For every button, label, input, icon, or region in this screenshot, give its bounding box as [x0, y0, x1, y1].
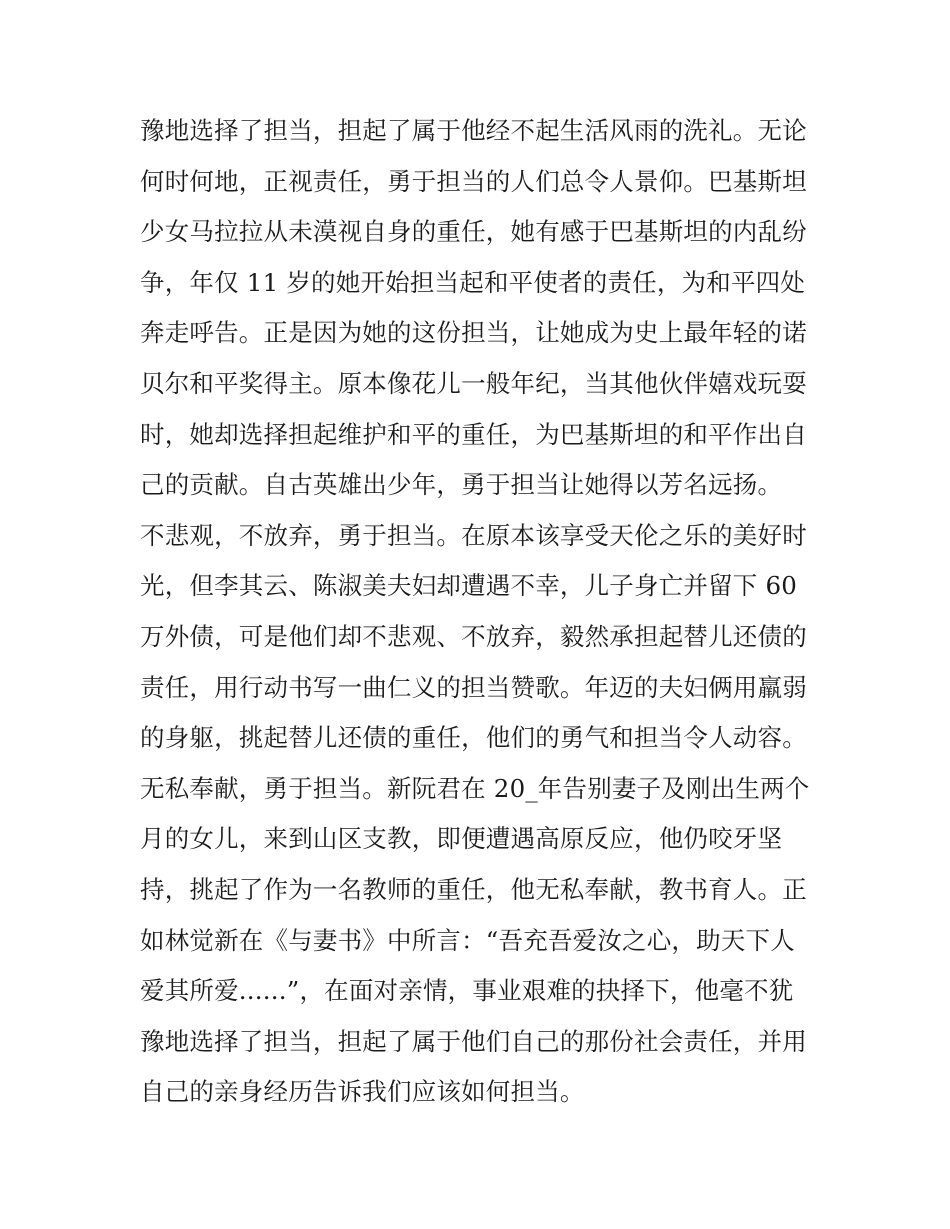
text-line: 无私奉献，勇于担当。新阮君在 20_年告别妻子及刚出生两个 [140, 773, 810, 803]
text-line: 时，她却选择担起维护和平的重任，为巴基斯坦的和平作出自 [140, 419, 807, 449]
text-line: 豫地选择了担当，担起了属于他经不起生活风雨的洗礼。无论 [140, 116, 807, 145]
text-line: 责任，用行动书写一曲仁义的担当赞歌。年迈的夫妇俩用羸弱 [140, 672, 807, 702]
text-line: 万外债，可是他们却不悲观、不放弃，毅然承担起替儿还债的 [140, 621, 807, 651]
text-line: 争，年仅 11 岁的她开始担当起和平使者的责任，为和平四处 [140, 267, 806, 297]
text-line: 自己的亲身经历告诉我们应该如何担当。 [140, 1077, 585, 1107]
text-line: 如林觉新在《与妻书》中所言：“吾充吾爱汝之心，助天下人 [140, 925, 795, 955]
text-line: 奔走呼告。正是因为她的这份担当，让她成为史上最年轻的诺 [140, 318, 807, 348]
text-line: 何时何地，正视责任，勇于担当的人们总令人景仰。巴基斯坦 [140, 166, 807, 196]
text-line: 贝尔和平奖得主。原本像花儿一般年纪，当其他伙伴嬉戏玩耍 [140, 368, 807, 398]
text-line: 豫地选择了担当，担起了属于他们自己的那份社会责任，并用 [140, 1026, 807, 1056]
text-line: 少女马拉拉从未漠视自身的重任，她有感于巴基斯坦的内乱纷 [140, 217, 807, 247]
text-line: 己的贡献。自古英雄出少年，勇于担当让她得以芳名远扬。 [140, 470, 783, 500]
text-line: 持，挑起了作为一名教师的重任，他无私奉献，教书育人。正 [140, 874, 807, 904]
text-line: 光，但李其云、陈淑美夫妇却遭遇不幸，儿子身亡并留下 60 [140, 571, 798, 601]
text-line: 月的女儿，来到山区支教，即便遭遇高原反应，他仍咬牙坚 [140, 824, 783, 854]
text-line: 爱其所爱......”，在面对亲情，事业艰难的抉择下，他毫不犹 [140, 976, 794, 1006]
essay-text-block [140, 106, 820, 1118]
text-line: 不悲观，不放弃，勇于担当。在原本该享受天伦之乐的美好时 [140, 520, 807, 550]
text-line: 的身躯，挑起替儿还债的重任，他们的勇气和担当令人动容。 [140, 723, 807, 753]
